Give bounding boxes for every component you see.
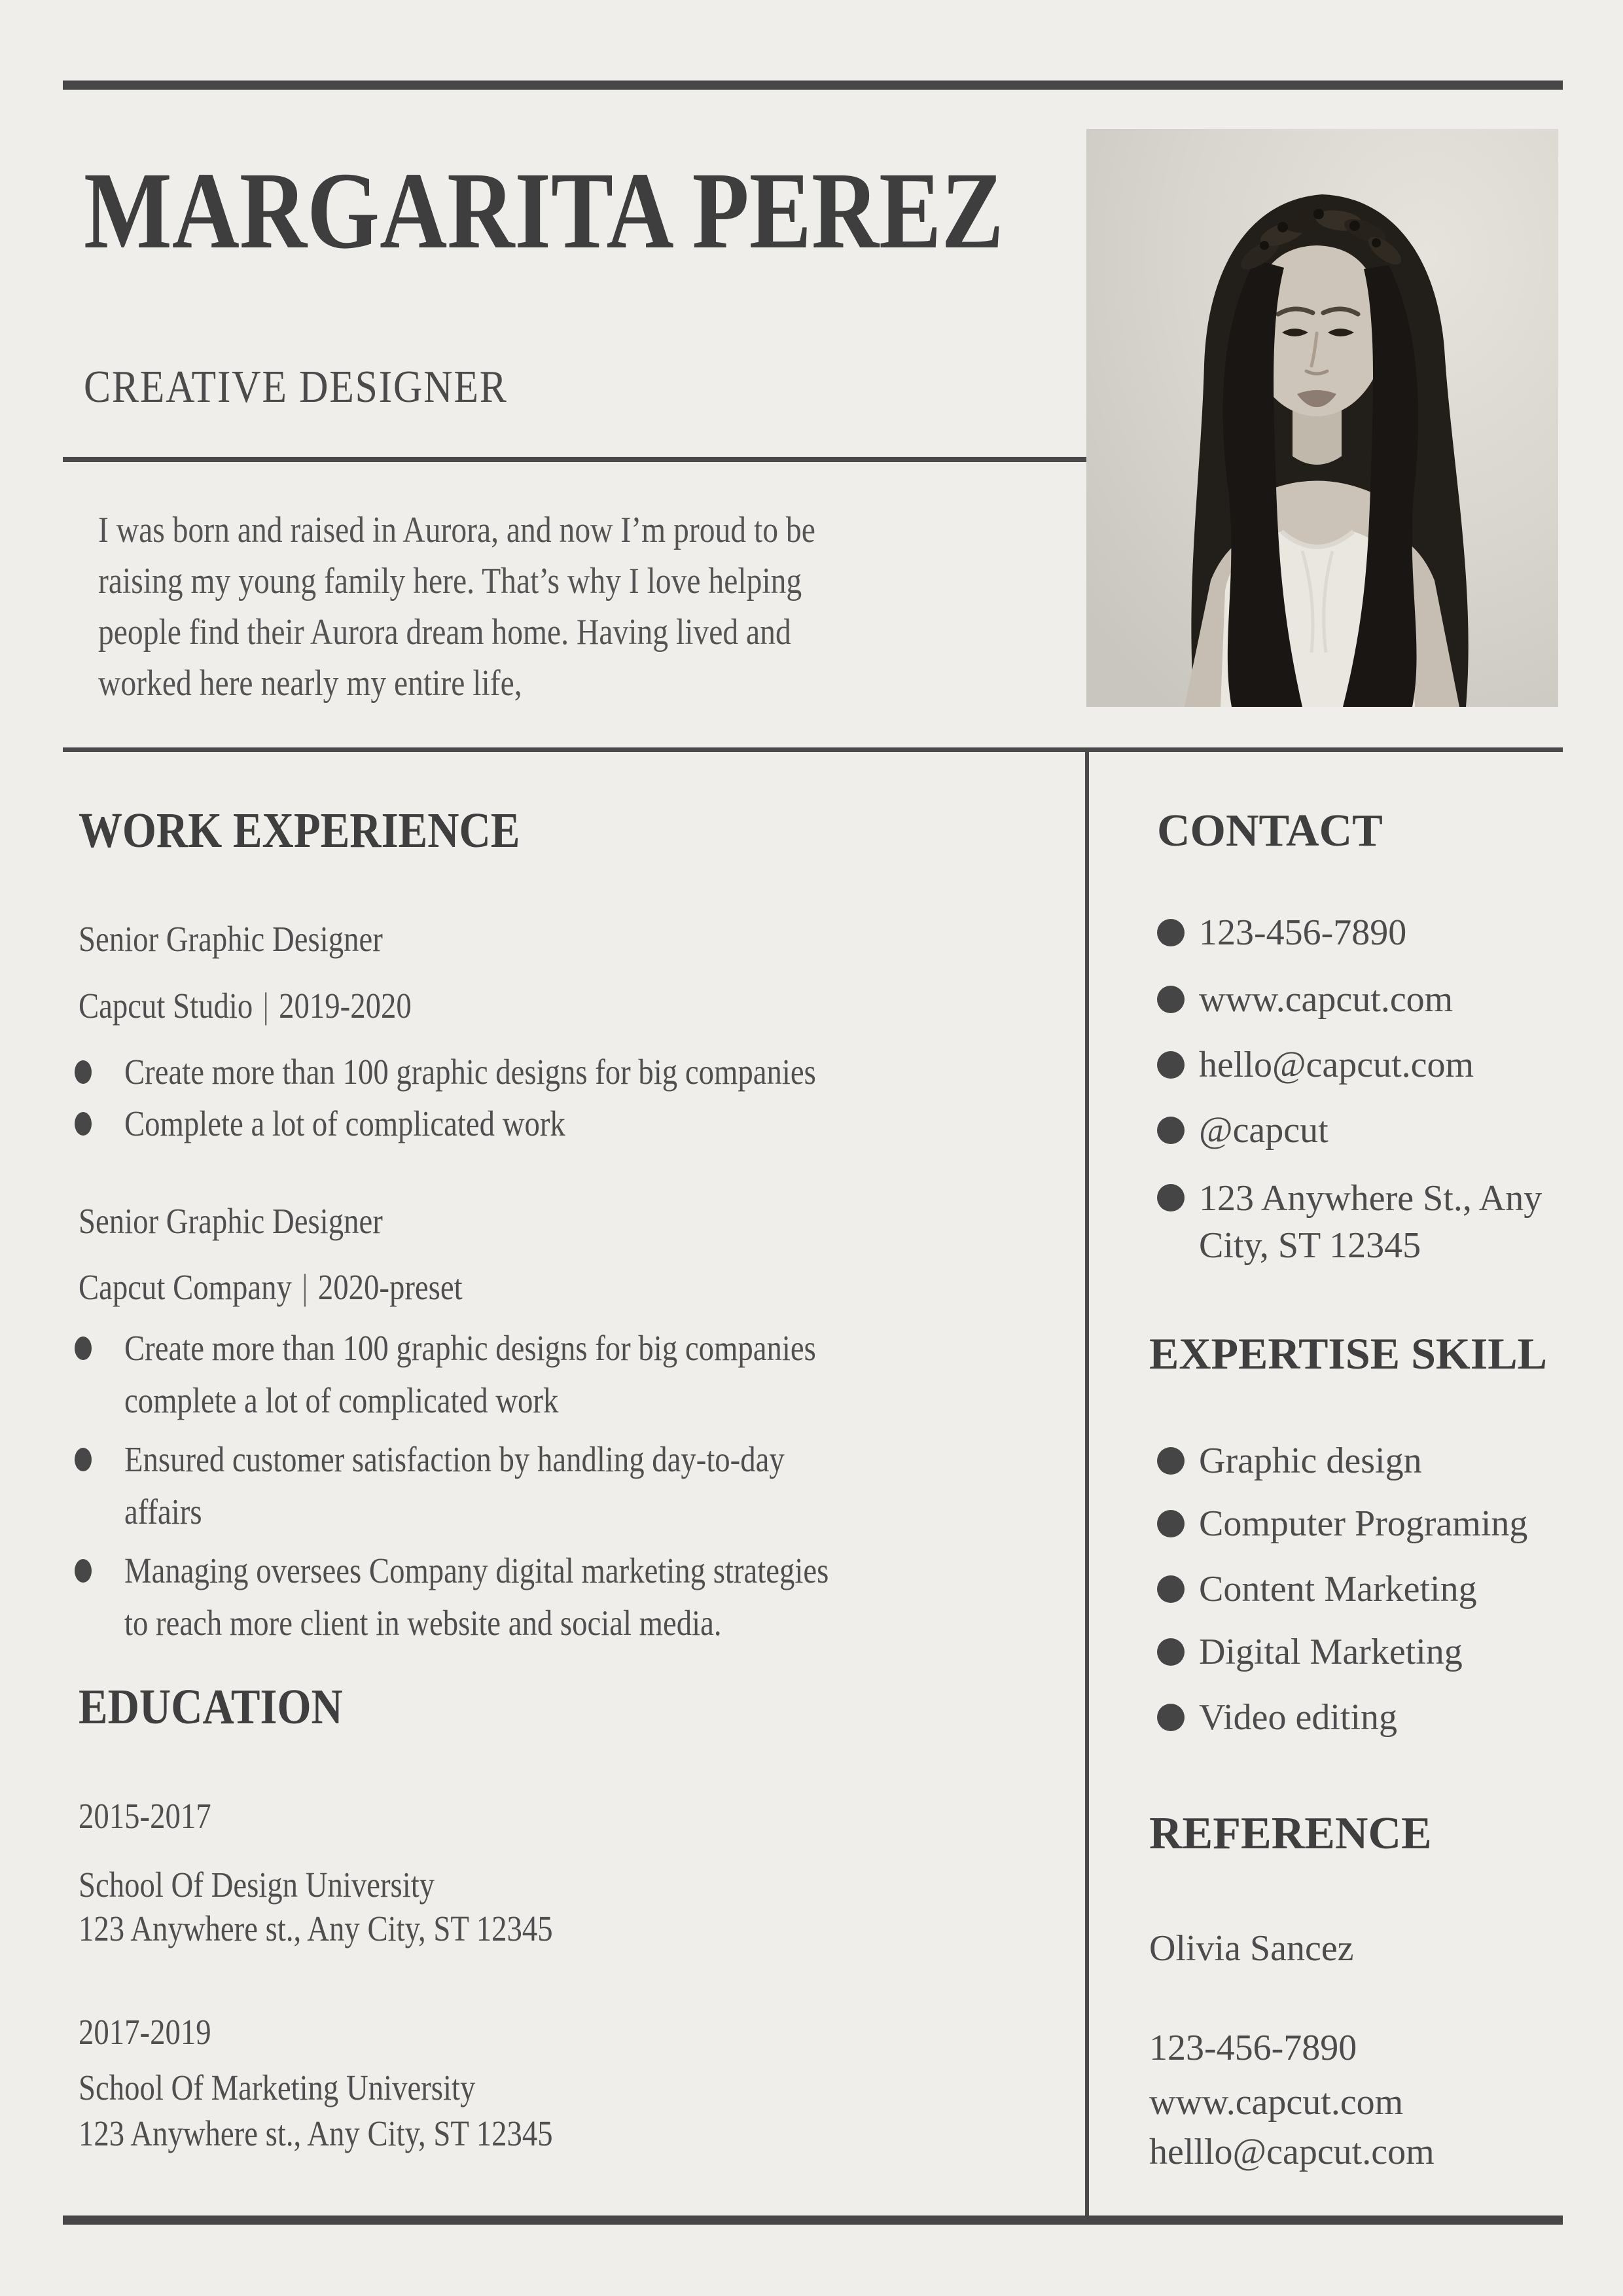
person-name: MARGARITA PEREZ [84,150,1004,272]
person-job-title: CREATIVE DESIGNER [84,362,508,412]
job-company-period: Capcut Studio | 2019-2020 [79,986,412,1026]
skill-item: Content Marketing [1157,1566,1477,1612]
contact-item-social: @capcut [1157,1107,1329,1153]
bullet-icon [1157,1510,1185,1537]
bullet-icon [1157,919,1185,946]
education-school: School Of Design University [79,1865,435,1905]
bullet-icon [75,1559,92,1583]
expertise-skill-heading: EXPERTISE SKILL [1149,1329,1547,1378]
job-bullet: Create more than 100 graphic designs for big companies [75,1046,938,1098]
job-bullet: Complete a lot of complicated work [75,1098,643,1150]
reference-name: Olivia Sancez [1149,1928,1354,1969]
bullet-icon [1157,1051,1185,1079]
bio-line: raising my young family here. That’s why I love helping [98,561,802,601]
contact-item-email: hello@capcut.com [1157,1042,1474,1088]
contact-heading: CONTACT [1157,806,1383,856]
skill-item: Digital Marketing [1157,1629,1463,1675]
job-bullet: Managing oversees Company digital marketing strategies to reach more client in website and social media. [75,1545,953,1649]
education-school: School Of Marketing University [79,2068,476,2108]
bio-text [98,505,942,709]
education-address: 123 Anywhere st., Any City, ST 12345 [79,2113,553,2153]
job-title: Senior Graphic Designer [79,1201,383,1241]
job-bullet: Create more than 100 graphic designs for big companies complete a lot of complicated work [75,1322,938,1427]
education-heading: EDUCATION [79,1679,343,1734]
bullet-icon [1157,1704,1185,1731]
reference-email: helllo@capcut.com [1149,2132,1435,2172]
separator-bar: | [262,986,269,1026]
bullet-icon [75,1448,92,1471]
section-divider [63,747,1563,752]
bullet-icon [75,1112,92,1136]
bullet-icon [1157,1117,1185,1144]
bullet-icon [75,1336,92,1360]
title-divider [63,457,1088,462]
skill-item: Graphic design [1157,1438,1422,1484]
bio-line: I was born and raised in Aurora, and now I’m proud to be [98,510,815,550]
separator-bar: | [302,1267,308,1307]
reference-phone: 123-456-7890 [1149,2028,1357,2068]
reference-heading: REFERENCE [1149,1808,1432,1859]
contact-item-website: www.capcut.com [1157,977,1453,1022]
job-title: Senior Graphic Designer [79,919,383,959]
bullet-icon [1157,1184,1185,1211]
bio-line: people find their Aurora dream home. Having lived and [98,612,791,653]
bottom-divider-bar [63,2215,1563,2225]
education-period: 2017-2019 [79,2012,211,2052]
education-address: 123 Anywhere st., Any City, ST 12345 [79,1909,553,1948]
profile-photo [1086,129,1558,707]
column-divider [1085,747,1089,2215]
bio-line: worked here nearly my entire life, [98,663,522,704]
bullet-icon [1157,1447,1185,1475]
education-period: 2015-2017 [79,1796,211,1836]
bullet-icon [1157,1575,1185,1603]
bullet-icon [1157,1638,1185,1666]
top-divider-bar [63,81,1563,90]
skill-item: Video editing [1157,1695,1397,1740]
contact-item-phone: 123-456-7890 [1157,910,1406,956]
reference-website: www.capcut.com [1149,2082,1404,2123]
work-experience-heading: WORK EXPERIENCE [79,803,520,858]
portrait-illustration [1086,129,1558,707]
job-company-period: Capcut Company | 2020-preset [79,1267,463,1307]
skill-item: Computer Programing [1157,1501,1527,1547]
bullet-icon [75,1060,92,1084]
bullet-icon [1157,986,1185,1013]
job-bullet: Ensured customer satisfaction by handling day-to-day affairs [75,1433,901,1538]
contact-item-address: 123 Anywhere St., Any City, ST 12345 [1157,1175,1542,1269]
